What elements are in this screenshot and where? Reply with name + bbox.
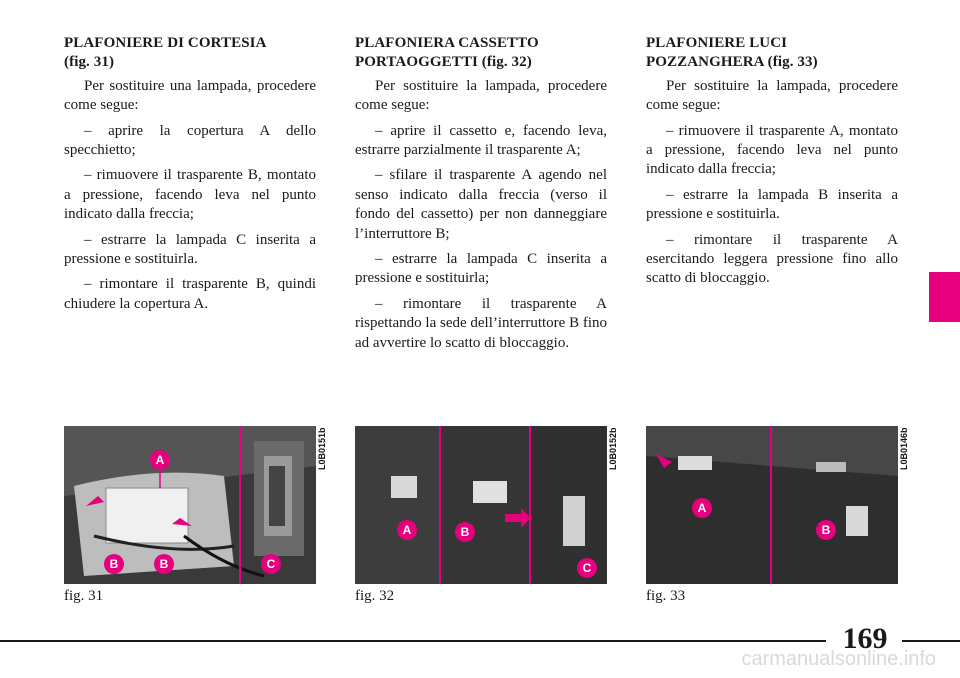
figure-32-photo — [355, 426, 607, 584]
paragraph: Per sostituire una lampada, procedere come segue: — [64, 77, 316, 114]
door-puddle-light-illustration — [646, 426, 898, 584]
figure-33-photo — [646, 426, 898, 584]
paragraph: – aprire il cassetto e, facendo leva, estrarre parzialmente il trasparente A; — [355, 122, 607, 159]
callout-B: B — [821, 523, 831, 537]
figure-code: L0B0151b — [317, 427, 327, 470]
paragraph: – sfilare il trasparente A agendo nel senso indicato dalla freccia (verso il fondo del cassetto) per non danneggiare l’interruttore B; — [355, 167, 607, 242]
figure-caption: fig. 32 — [355, 588, 395, 604]
paragraph: – estrarre la lampada B inserita a pressione e sostituirla. — [646, 186, 898, 223]
section-title — [355, 34, 607, 73]
title-line-1: PLAFONIERE LUCI — [646, 35, 788, 51]
paragraph: – estrarre la lampada C inserita a pressione e sostituirla; — [355, 251, 607, 287]
section-title — [64, 34, 316, 73]
paragraph: – rimontare il trasparente A rispettando la sede dell’interruttore B fino ad avvertire lo scatto di bloccaggio. — [355, 295, 608, 351]
paragraph: – rimontare il trasparente B, quindi chiudere la copertura A. — [64, 276, 316, 312]
title-line-1: PLAFONIERE DI CORTESIA — [64, 35, 267, 51]
watermark: carmanualsonline.info — [741, 648, 936, 670]
title-line-2: PORTAOGGETTI (fig. 32) — [355, 54, 532, 71]
callout-A: A — [155, 453, 165, 467]
figure-caption: fig. 33 — [646, 588, 686, 604]
page-number: 169 — [842, 622, 888, 655]
glovebox-illustration — [355, 426, 607, 584]
callout-A: A — [402, 523, 412, 537]
section-title — [646, 34, 898, 73]
paragraph: – rimuovere il trasparente A, montato a pressione, facendo leva nel punto indicato dalla freccia; — [646, 122, 898, 178]
paragraph: – estrarre la lampada C inserita a pressione e sostituirla. — [64, 231, 316, 268]
figure-caption: fig. 31 — [64, 588, 104, 604]
figure-code: L0B0152b — [608, 427, 618, 470]
callout-C: C — [266, 557, 276, 571]
section-tab-marker — [929, 272, 960, 322]
footer-rule — [902, 640, 960, 642]
title-line-1: PLAFONIERA CASSETTO — [355, 35, 539, 51]
section-courtesy-lights — [64, 34, 316, 320]
paragraph: – rimontare il trasparente A esercitando leggera pressione fino allo scatto di bloccaggio. — [646, 231, 898, 287]
sun-visor-illustration — [64, 426, 316, 584]
callout-A: A — [697, 501, 707, 515]
figure-code: L0B0146b — [899, 427, 909, 470]
section-glovebox-light — [355, 34, 607, 359]
paragraph: – aprire la copertura A dello specchietto; — [64, 122, 316, 159]
paragraph: Per sostituire la lampada, procedere come segue: — [646, 77, 898, 114]
callout-B: B — [159, 557, 169, 571]
title-line-2: (fig. 31) — [64, 54, 115, 71]
paragraph: – rimuovere il trasparente B, montato a pressione, facendo leva nel punto indicato dalla freccia; — [64, 167, 316, 223]
callout-C: C — [582, 561, 592, 575]
paragraph: Per sostituire la lampada, procedere come segue: — [355, 77, 607, 114]
figure-31-photo — [64, 426, 316, 584]
callout-B: B — [109, 557, 119, 571]
footer-rule — [0, 640, 826, 642]
section-puddle-lights — [646, 34, 898, 295]
callout-B: B — [460, 525, 470, 539]
title-line-2: POZZANGHERA (fig. 33) — [646, 54, 818, 71]
